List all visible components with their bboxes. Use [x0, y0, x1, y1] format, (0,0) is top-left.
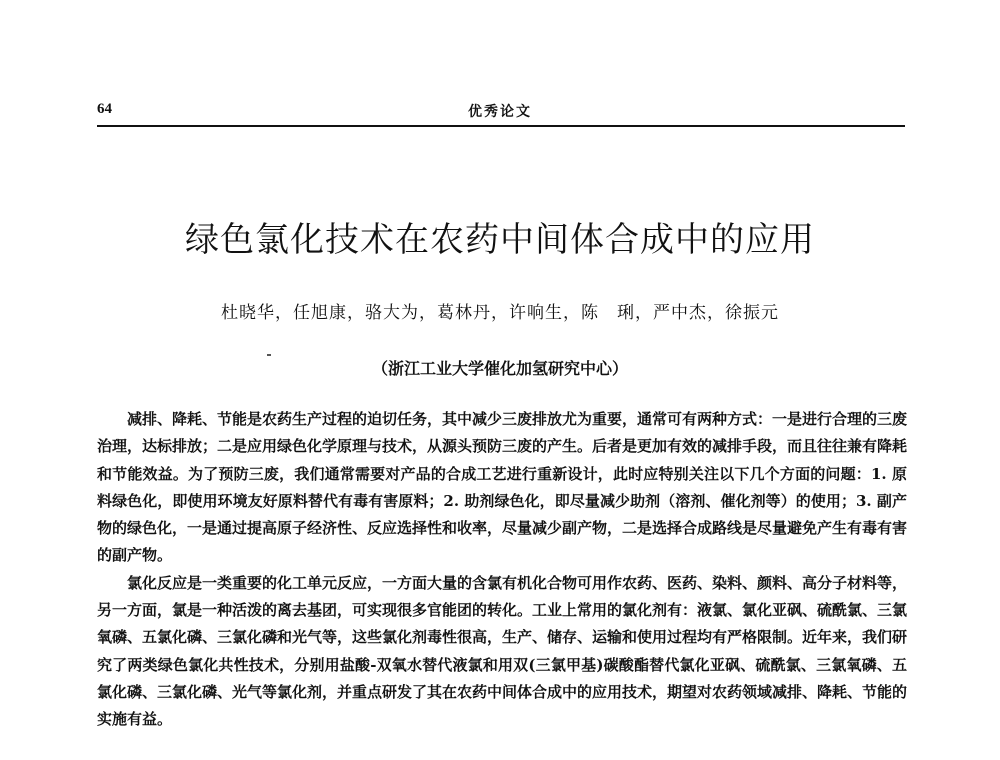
page-number: 64 [97, 101, 112, 117]
header-rule [97, 125, 905, 127]
article-body [97, 406, 907, 734]
affiliation: （浙江工业大学催化加氢研究中心） [371, 359, 628, 378]
article-title: 绿色氯化技术在农药中间体合成中的应用 [185, 220, 815, 260]
author-list: 杜晓华，任旭康，骆大为，葛林丹，许响生，陈 琍，严中杰，徐振元 [221, 303, 779, 323]
body-paragraph-1: 减排、降耗、节能是农药生产过程的迫切任务，其中减少三废排放尤为重要，通常可有两种方式：一是进行合理的三废治理，达标排放；二是应用绿色化学原理与技术，从源头预防三废的产生。后者是更加有效的减排手段，而且往往兼有降耗和节能效益。为了预防三废，我们通常需要对产品的合成工艺进行重新设计，此时应特别关注以下几个方面的问题：1. 原料绿色化，即使用环境友好原料替代有毒有害原料；2. 助剂绿色化，即尽量减少助剂（溶剂、催化剂等）的使用；3. 副产物的绿色化，一是通过提高原子经济性、反应选择性和收率，尽量减少副产物，二是选择合成路线是尽量避免产生有毒有害的副产物。 [97, 410, 908, 565]
running-head: 优秀论文 [468, 104, 532, 120]
body-paragraph-2: 氯化反应是一类重要的化工单元反应，一方面大量的含氯有机化合物可用作农药、医药、染料、颜料、高分子材料等，另一方面，氯是一种活泼的离去基团，可实现很多官能团的转化。工业上常用的氯化剂有：液氯、氯化亚砜、硫酰氯、三氯氧磷、五氯化磷、三氯化磷和光气等，这些氯化剂毒性很高，生产、储存、运输和使用过程均有严格限制。近年来，我们研究了两类绿色氯化共性技术，分别用盐酸-双氧水替代液氯和用双(三氯甲基)碳酸酯替代氯化亚砜、硫酰氯、三氯氧磷、五氯化磷、三氯化磷、光气等氯化剂，并重点研发了其在农药中间体合成中的应用技术，期望对农药领域减排、降耗、节能的实施有益。 [97, 573, 908, 729]
